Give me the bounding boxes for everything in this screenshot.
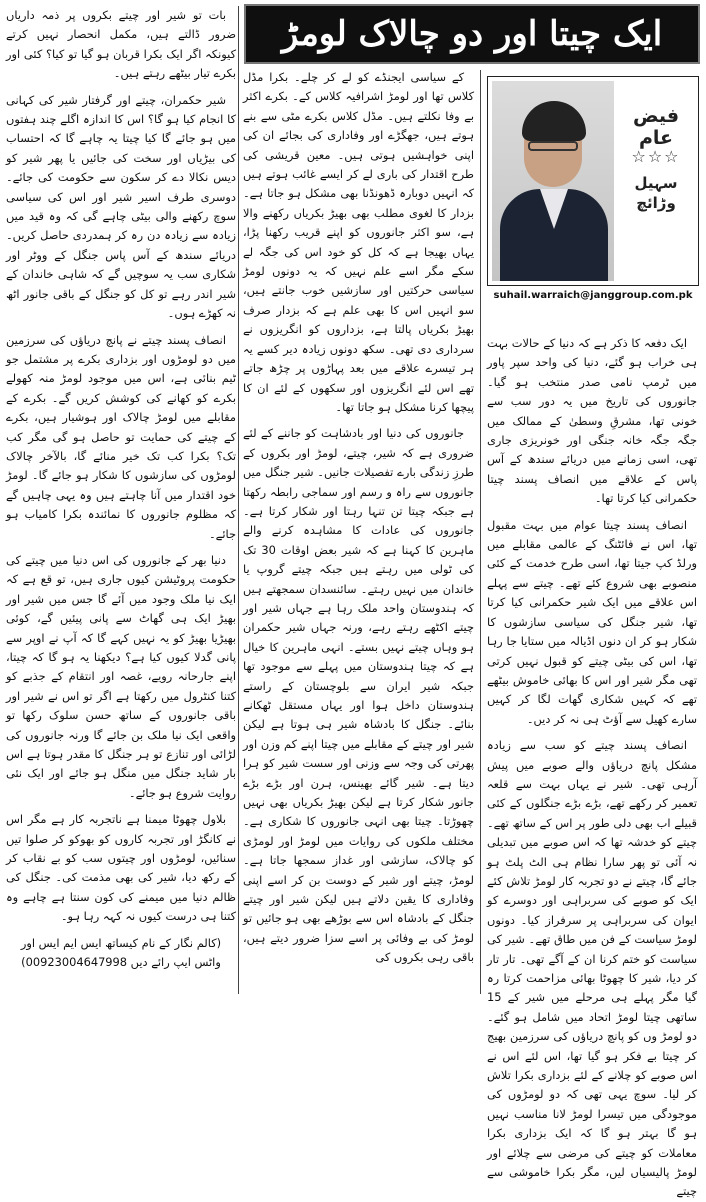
headline-banner <box>244 4 700 64</box>
article-column-left <box>6 6 236 996</box>
article-column-right <box>487 334 697 1199</box>
paragraph: انصاف پسند چیتے کو سب سے زیادہ مشکل پانچ دریاؤں والے صوبے میں پیش آرہی تھی۔ شیر نے یہاں بہت سے قلعہ تعمیر کر رکھے تھے، بڑے بڑے جنگلوں کے کئی قبیلے اب بھی دلی طور پر اس کے ساتھ تھے۔ چیتے کو خدشہ تھا کہ اس صوبے میں تبدیلی نہ آئی تو پھر سارا نظام ہی الٹ پلٹ ہو جائے گا، چیتے نے دو تجربہ کار لومڑ تلاش کئے ایک کو صوبے کی سربراہی اور دوسرے کو ایوان کی سربراہی پر سرفراز کیا۔ دونوں لومڑ سیاست کے فن میں طاق تھے۔ شیر کی سیاست کو ختم کرنا ان کے آگے تھی۔ تار تار کر دیا، شیر کا چھوٹا بھائی مزاحمت کرتا رہ گیا مگر پہلے ہی مرحلے میں شیر کے 15 ساتھی چیتا لومڑ اتحاد میں شامل ہو گئے۔ دو لومڑ وں کو پانچ دریاؤں کی سرزمین بھیج کر چیتا بے فکر ہو گیا تھا، اس لئے اس نے اس صوبے کو چلانے کے لئے بزداری بکرا تلاش کر لیا۔ سوچ یہی تھی کہ دو لومڑوں کی موجودگی میں تیسرا لومڑ لانا مناسب نہیں ہو گا بہتر ہو گا کہ ایک بزداری بکرا معاملات کو چیتے کی مرضی سے چلائے اور لومڑ پالیسیاں لیں، مگر بکرا خاموشی سے چیتے <box>487 738 697 1199</box>
footer-contact-note: (کالم نگار کے نام کیساتھ ایس ایم ایس اور واٹس ایپ رائے دیں 00923004647998) <box>20 935 222 970</box>
paragraph: بلاول چھوٹا میمنا ہے ناتجربہ کار ہے مگر اس نے کانگڑ اور تجربہ کاروں کو بھوکو کر صلوا تیں سنائیں، لومڑوں اور چیتوں سب کو بے نقاب کر کے رکھ دیا، شیر کی بھی مذمت کی۔ جنگل کی ظالم دنیا میں میمنے کی کون سنتا ہے چاہے وہ کتنا ہی درست کیوں نہ کہہ رہا ہو۔ <box>6 812 236 924</box>
photo-glasses <box>528 141 578 151</box>
author-name: فیض عام <box>632 105 680 149</box>
paragraph: شیر حکمران، چیتے اور گرفتار شیر کی کہانی کا انجام کیا ہو گا؟ اس کا اندازہ اگلے چند ہفتوں میں ہو جائے گا کیا چیتا یہ چاہے گا کہ احتساب کی بیڑیاں اور سخت کی جائیں یا پھر شیر کو دیس نکالا دے کر سکون سے حکومت کی جائے۔ دوسری طرف اسیر شیر اور اس کی سیاسی سوچ رکھنے والی بیٹی چاہے گی کہ وہ قید میں زیادہ سے زیادہ دن رہ کر ہمدردی حاصل کریں۔ دریائے سندھ کے آس پاس جنگل کے ووٹر اور شکاری سب یہ سوچیں گے کہ شاہی خاندان کے شیر اندر رہے تو کل کو جنگل کے باقی جانور اٹھ نہ کھڑے ہوں۔ <box>6 92 236 321</box>
column-divider <box>238 6 239 994</box>
paragraph: کے سیاسی ایجنڈے کو لے کر چلے۔ بکرا مڈل کلاس تھا اور لومڑ اشرافیہ کلاس کے۔ بکرے اکثر بے وفا نکلتے ہیں۔ مڈل کلاس بکرے مٹی سے بنے ہوتے ہیں، جھگڑے اور وفاداری کی بجائے ان کی اپنی خواہشیں ہوتی ہیں۔ معین قریشی کی طرح اقتدار کی باری لے کر ایسے غائب ہوتے ہیں کہ انہیں دوبارہ ڈھونڈنا بھی مشکل ہو جاتا ہے۔ بزدار کا لغوی مطلب بھی بھیڑ بکریاں رکھنے والا ہے، سو اکثر جانوروں کو اپنے قریب رکھنا پڑا، یہاں بھیجا ہے کہ کل کو خود اس کی جگہ لے سکے مگر اسے علم نہیں کہ یہ دونوں لومڑ سیاسی حرکتیں اور سازشیں خوب جانتے ہیں، سو انہیں اس کا بھی علم ہے کہ بزدار صرف بھیڑ بکریاں پالتا ہے، بزداروں کو انگریزوں نے سرداری دی تھی۔ سکھ دونوں زیادہ دیر کسے یہ ہر تیسرے علاقے میں بعد پہاڑوں پر چڑھ جاتے تھے اس لئے انگریزوں اور سکھوں کے لئے ان کا پیچھا کرنا مشکل ہو جاتا تھا۔ <box>243 70 474 414</box>
paragraph: انصاف پسند چیتا عوام میں بہت مقبول تھا، اس نے فائٹنگ کے عالمی مقابلے میں ورلڈ کپ جیتا تھا، اسی طرح خدمت کے کئی منصوبے بھی شروع کئے تھے۔ چیتے سے پہلے اس علاقے میں ایک شیر حکمرانی کیا کرتا تھا، شیر جنگل کی سیاسی سازشوں کا شکار ہو کر ان دنوں اڈیالہ میں ستایا جا رہا تھا، اس کی بیٹی چیتے کو قبول نہیں کرتی تھی مگر شیر اور اس کا بھائی خاموش بیٹھے تھے کہ کہیں شکاری گھات لگا کر کہیں سارے کھیل سے آؤٹ ہی نہ کر دیں۔ <box>487 517 697 726</box>
paragraph: بات تو شیر اور چیتے بکروں پر ذمہ داریاں ضرور ڈالتے ہیں، مکمل انحصار نہیں کرتے کیونکہ اگر ایک بکرا قربان ہو گیا تو کیا؟ کئی اور بکرے تیار بیٹھے رہتے ہیں۔ <box>6 8 236 81</box>
photo-hair <box>522 101 586 141</box>
paragraph: دنیا بھر کے جانوروں کی اس دنیا میں چیتے کی حکومت پروٹیشن کیوں جاری ہیں، تو قع ہے کہ ایک نیا ملک وجود میں آئے گا جس میں شیر اور بھیڑ ایک ہی گھاٹ سے پانی پیئیں گے، کوئی بھیڑیا بھیڑ کو یہ نہیں کہے گا کہ آپ نے اوپر سے پانی گدلا کیوں کیا ہے؟ دیکھنا یہ ہو گا کہ چیتا، اپنے جارحانہ رویے، غصہ اور انتقام کے جذبے کو کتنا کنٹرول میں رکھتا ہے اگر تو اس نے شیر اور باقی جانوروں کے ساتھ حسن سلوک رکھا تو واقعی ایک نیا ملک بن جائے گا ورنہ جانوروں کی لڑائی اور تنازع تو ہر جنگل کا مقدر ہوتا ہے اس بار شاید جنگل میں منگل ہو جائے اور ایک نئی روایت شروع ہو جائے۔ <box>6 552 236 800</box>
column-divider <box>480 70 481 994</box>
column-name: سہیل وڑائچ <box>634 174 678 212</box>
paragraph: جانوروں کی دنیا اور بادشاہت کو جاننے کے لئے ضروری ہے کہ شیر، چیتے، لومڑ اور بکروں کے طرزِ زندگی بارے تفصیلات جانیں۔ شیر جنگل میں جانوروں سے راہ و رسم اور سماجی رابطہ رکھتا ہے جبکہ چیتا تن تنہا رہتا اور شکار کرتا ہے۔ جانوروں کی عادات کا مشاہدہ کرنے والے ماہرین کا کہنا ہے کہ شیر بعض اوقات 30 تک کی ٹولی میں رہتے ہیں جبکہ چیتے گروپ یا خاندان میں نہیں رہتے۔ سائنسدان سمجھتے ہیں کہ ہندوستان واحد ملک رہا ہے جہاں شیر اور چیتے اکٹھے رہتے رہے، ورنہ جہاں شیر حکمران ہو وہاں چیتے نہیں بستے۔ انہی ماہرین کا خیال ہے کہ چیتا ہندوستان میں پہلے سے موجود تھا جبکہ شیر ایران سے بلوچستان کے راستے ہندوستان داخل ہوا اور یہاں مستقل ٹھکانے بنائے۔ جنگل کا بادشاہ شیر ہی ہوتا ہے لیکن شیر اور چیتے کے مقابلے میں چیتا اپنے کم وزن اور پھرتی کی وجہ سے وزنی اور سست شیر کو ہرا دیتا ہے۔ شیر گائے بھینس، ہرن اور بڑے بڑے جانور شکار کرتا ہے لیکن بھیڑ بکریاں بھی نہیں چھوڑتا۔ چیتا بھی انہی جانوروں کا شکاری ہے۔ مختلف ملکوں کی روایات میں لومڑ اور لومڑی کو چالاک، سازشی اور غداز سمجھا جاتا ہے۔ لومڑ، چیتے اور شیر کے دوست بن کر اسے اپنی وفاداری کا یقین دلاتے ہیں لیکن شیر اور چیتے جنگل کے بادشاہ اس سے بوڑھے بھی ہو جائیں تو لومڑ کی بے وفائی پر اسے سزا ضرور دیتے ہیں، باقی رہی بکروں کی <box>243 426 474 965</box>
author-photo <box>492 81 614 281</box>
headline: ایک چیتا اور دو چالاک لومڑ <box>281 14 663 54</box>
author-email[interactable]: suhail.warraich@janggroup.com.pk <box>493 290 693 301</box>
rating-stars-icon: ☆☆☆ <box>631 147 681 166</box>
article-column-middle <box>243 68 474 996</box>
paragraph: ایک دفعہ کا ذکر ہے کہ دنیا کے حالات بہت ہی خراب ہو گئے، دنیا کی واحد سپر پاور میں ٹرمپ نامی صدر منتخب ہو گیا۔ جانوروں کی تاریخ میں یہ دور سب سے خونی تھا، مشرقِ وسطیٰ کے ممالک میں جگہ جگہ خانہ جنگی اور خونریزی جاری تھی، اسی زمانے میں دریائے سندھ کے آس پاس کے علاقے میں انصاف پسند چیتا حکمرانی کیا کرتا تھا۔ <box>487 336 697 506</box>
paragraph: انصاف پسند چیتے نے پانچ دریاؤں کی سرزمین میں دو لومڑوں اور بزداری بکرے پر مشتمل جو ٹیم بنائی ہے، اس میں موجود لومڑ منہ کھولے بکرے کو کھانے کی کوشش کریں گے۔ بکرے کے مقابلے میں لومڑ چالاک اور ہوشیار ہیں، بکرے کے چیتے کی حمایت تو حاصل ہو گی مگر کب تک؟ بکرا کب تک خیر منائے گا، بالآخر چالاک لومڑوں کی سازشوں کا شکار ہو جائے گا۔ لومڑ خود اقتدار میں آنا چاہتے ہیں وہ یہی چاہیں گے کہ مظلوم جانوروں کا نمائندہ بکرا کامیاب ہو جائے۔ <box>6 332 236 541</box>
byline-box <box>487 76 699 286</box>
